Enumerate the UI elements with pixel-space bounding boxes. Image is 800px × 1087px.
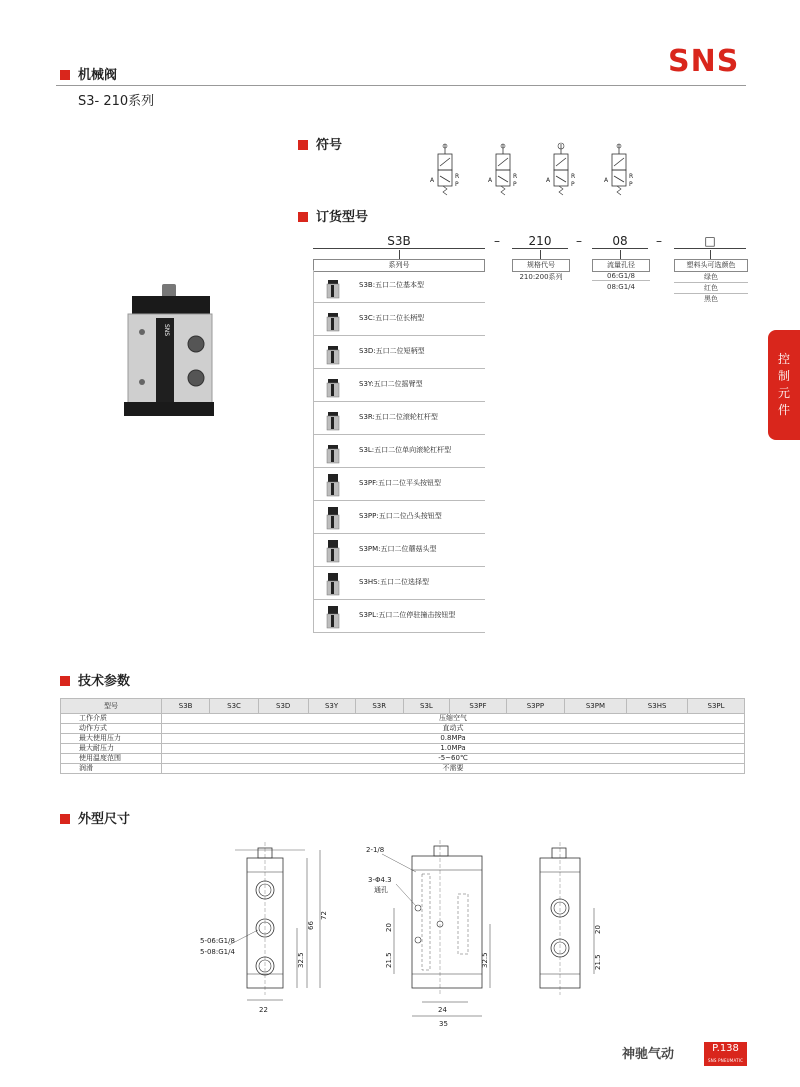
spec-param-value: 压缩空气: [162, 714, 745, 724]
spec-header-cell: S3D: [258, 699, 308, 714]
section-title: 机械阀: [60, 64, 117, 83]
port-label-a: A: [546, 177, 551, 184]
dimension-view-side: [360, 840, 500, 1035]
order-code-spec: 210: [512, 234, 568, 249]
symbol-section-title: 符号: [298, 134, 342, 153]
series-row: [313, 501, 485, 534]
port-label-a: A: [604, 177, 609, 184]
port-label-r: R: [629, 173, 634, 180]
spec-header-cell: S3B: [162, 699, 210, 714]
valve-symbol: [612, 144, 626, 195]
valve-thumbnail-icon: [319, 406, 347, 430]
dim-right-height: 32.5: [481, 952, 489, 968]
spec-section-title: 技术参数: [60, 670, 130, 689]
port-value: 06:G1/8: [592, 272, 650, 281]
series-label: S3PM:五口二位蘑菇头型: [359, 545, 437, 553]
valve-thumbnail-icon: [319, 505, 347, 529]
dim-lower-height: 21.5: [594, 954, 602, 970]
series-label: S3C:五口二位长柄型: [359, 314, 425, 322]
photo-port: [188, 370, 204, 386]
header-divider: [56, 85, 746, 86]
series-label: S3R:五口二位滚轮杠杆型: [359, 413, 438, 421]
photo-screw: [139, 379, 145, 385]
spec-header-cell: S3PM: [564, 699, 626, 714]
photo-port: [188, 336, 204, 352]
spec-param-value: 不需要: [162, 764, 745, 774]
port-label-a: A: [488, 177, 493, 184]
photo-brand-text: SNS: [163, 323, 170, 337]
dim-width: 22: [259, 1006, 268, 1014]
dim-lower-height: 32.5: [297, 952, 305, 968]
photo-screw: [139, 329, 145, 335]
leader-line: [382, 854, 416, 872]
dimension-view-rear: [520, 840, 620, 1005]
dim-hole-note: 通孔: [374, 886, 388, 894]
series-label: S3HS:五口二位选择型: [359, 578, 429, 586]
dim-total-height: 72: [320, 911, 328, 920]
photo-bottom-cap: [124, 402, 214, 416]
title-marker-icon: [60, 70, 70, 80]
series-row: [313, 468, 485, 501]
valve-symbol: [438, 144, 452, 195]
dim-upper-height: 20: [594, 925, 602, 934]
valve-thumbnail-icon: [319, 274, 347, 298]
order-code-dash: –: [656, 234, 662, 248]
spec-param-name: 动作方式: [61, 724, 162, 734]
dim-thread: 2-1/8: [366, 846, 385, 854]
spec-param-value: 直动式: [162, 724, 745, 734]
title-marker-icon: [298, 212, 308, 222]
series-label: S3L:五口二位单向滚轮杠杆型: [359, 446, 452, 454]
port-label-r: R: [571, 173, 576, 180]
photo-top-cap: [132, 296, 210, 316]
order-section-title: 订货型号: [298, 206, 368, 225]
spec-param-name: 最大使用压力: [61, 734, 162, 744]
series-row: [313, 600, 485, 633]
series-row: [313, 303, 485, 336]
port-header: 流量孔径: [592, 259, 650, 272]
series-row: [313, 369, 485, 402]
series-row: [313, 567, 485, 600]
dim-lower-height: 21.5: [385, 952, 393, 968]
series-label: S3PL:五口二位停驻撞击按钮型: [359, 611, 456, 619]
port-label-p: P: [571, 181, 575, 188]
series-label: S3Y:五口二位摇臂型: [359, 380, 423, 388]
spec-header: 规格代号: [512, 259, 570, 272]
spec-param-name: 工作介质: [61, 714, 162, 724]
port-label-p: P: [455, 181, 459, 188]
series-row: [313, 435, 485, 468]
plunger-outline: [434, 846, 448, 856]
spec-header-cell: S3C: [210, 699, 259, 714]
valve-symbol: [496, 144, 510, 195]
valve-thumbnail-icon: [319, 307, 347, 331]
order-code-dash: –: [494, 234, 500, 248]
spec-row: [61, 764, 745, 774]
page-number: P.138: [704, 1042, 747, 1054]
valve-thumbnail-icon: [319, 373, 347, 397]
port-label-p: P: [513, 181, 517, 188]
dim-ports-b: 5-08:G1/4: [200, 948, 235, 956]
product-photo: [120, 282, 230, 422]
spec-header-cell: S3PL: [688, 699, 745, 714]
plunger-outline: [552, 848, 566, 858]
brand-logo: SNS: [668, 44, 740, 79]
leader-line: [396, 884, 416, 906]
photo-plunger: [162, 284, 176, 298]
valve-thumbnail-icon: [319, 571, 347, 595]
valve-thumbnail-icon: [319, 439, 347, 463]
color-value: 绿色: [674, 272, 748, 283]
spec-header-cell: S3PF: [449, 699, 506, 714]
dim-body-height: 66: [307, 921, 315, 930]
spec-header-row: [61, 699, 745, 714]
spec-param-value: 0.8MPa: [162, 734, 745, 744]
color-value: 红色: [674, 283, 748, 294]
connector-line: [540, 250, 541, 259]
dim-hole: 3-Φ4.3: [368, 876, 392, 884]
order-code-port: 08: [592, 234, 648, 249]
spec-header-cell: S3Y: [308, 699, 355, 714]
connector-line: [620, 250, 621, 259]
port-label-r: R: [513, 173, 518, 180]
hidden-bore: [422, 874, 430, 970]
title-marker-icon: [298, 140, 308, 150]
spec-value: 210:200系列: [519, 273, 563, 281]
valve-symbols: [420, 142, 650, 202]
page-subtitle: SNS PNEUMATIC: [704, 1054, 747, 1066]
spec-row: [61, 724, 745, 734]
category-side-tab[interactable]: 控 制 元 件: [768, 330, 800, 440]
series-label: S3B:五口二位基本型: [359, 281, 425, 289]
valve-thumbnail-icon: [319, 472, 347, 496]
title-marker-icon: [60, 814, 70, 824]
hidden-bore: [458, 894, 468, 954]
series-row: [313, 534, 485, 567]
spec-table: [60, 698, 745, 774]
valve-thumbnail-icon: [319, 604, 347, 628]
series-row: [313, 270, 485, 303]
mount-hole: [415, 937, 421, 943]
spec-param-value: -5~60℃: [162, 754, 745, 764]
connector-line: [399, 250, 400, 259]
series-label: S3PP:五口二位凸头按钮型: [359, 512, 442, 520]
valve-symbol: [554, 143, 568, 195]
series-row: [313, 402, 485, 435]
spec-header-cell: S3PP: [507, 699, 565, 714]
series-label: S3PF:五口二位平头按钮型: [359, 479, 441, 487]
valve-thumbnail-icon: [319, 538, 347, 562]
color-value: 黑色: [704, 295, 718, 303]
spec-row: [61, 744, 745, 754]
dimension-view-front: [195, 840, 335, 1025]
title-marker-icon: [60, 676, 70, 686]
spec-param-value: 1.0MPa: [162, 744, 745, 754]
spec-header-cell: S3HS: [627, 699, 688, 714]
spec-row: [61, 754, 745, 764]
order-code-dash: –: [576, 234, 582, 248]
page-number-box: [704, 1042, 747, 1066]
dim-ports-a: 5-06:G1/8: [200, 937, 235, 945]
color-header: 塑料头可选颜色: [674, 259, 748, 272]
spec-param-name: 最大耐压力: [61, 744, 162, 754]
port-label-r: R: [455, 173, 460, 180]
port-value: 08:G1/4: [607, 283, 635, 291]
footer-brand: 神驰气动: [622, 1047, 675, 1062]
spec-param-name: 润滑: [61, 764, 162, 774]
valve-thumbnail-icon: [319, 340, 347, 364]
port-label-a: A: [430, 177, 435, 184]
spec-row: [61, 714, 745, 724]
series-header: 系列号: [313, 259, 485, 272]
spec-row: [61, 734, 745, 744]
series-label: S3D:五口二位短柄型: [359, 347, 425, 355]
series-title: S3- 210系列: [78, 94, 155, 109]
valve-symbol-set: [420, 142, 650, 202]
spec-header-model: 型号: [61, 699, 162, 714]
order-code-color: □: [674, 234, 746, 249]
connector-line: [710, 250, 711, 259]
dim-inner-width: 24: [438, 1006, 447, 1014]
dimension-section-title: 外型尺寸: [60, 808, 130, 827]
spec-param-name: 使用温度范围: [61, 754, 162, 764]
spec-header-cell: S3L: [403, 699, 449, 714]
dim-upper-height: 20: [385, 923, 393, 932]
series-row: [313, 336, 485, 369]
port-label-p: P: [629, 181, 633, 188]
body-outline: [412, 856, 482, 988]
spec-header-cell: S3R: [355, 699, 403, 714]
order-code-series: S3B: [313, 234, 485, 249]
dim-outer-width: 35: [439, 1020, 448, 1028]
